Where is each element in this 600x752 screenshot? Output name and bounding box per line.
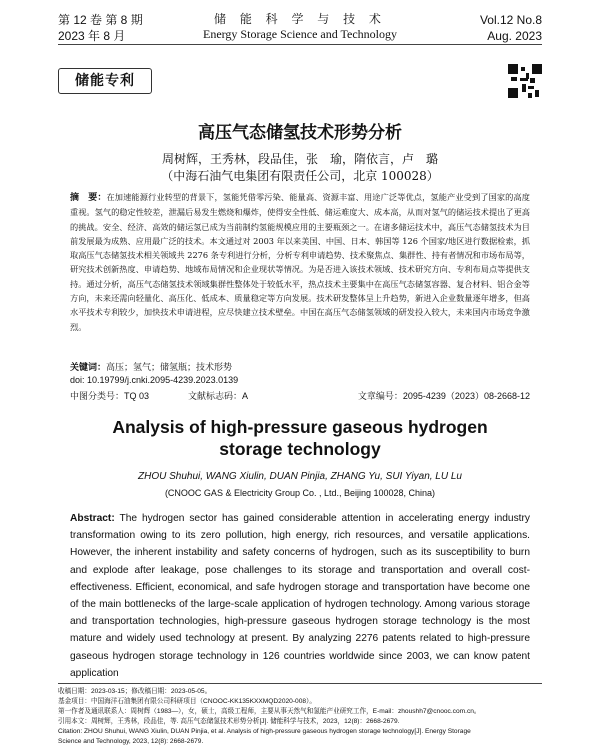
clc-number: 中图分类号：TQ 03: [70, 391, 150, 401]
qr-code-icon: [508, 64, 542, 98]
abstract-en-label: Abstract:: [70, 513, 115, 524]
footnote-received: 收稿日期：2023-03-15；修改稿日期：2023-05-05。: [58, 688, 212, 695]
keywords-cn-text: 高压；氢气；储氢瓶；技术形势: [106, 363, 233, 373]
keywords-cn-label: 关键词：: [70, 363, 107, 373]
date-en: Aug. 2023: [487, 29, 542, 43]
title-en: [0, 416, 600, 460]
abstract-en: [70, 510, 530, 682]
affiliation-en: (CNOOC GAS & Electricity Group Co. , Ltd., Beijing 100028, China): [164, 488, 436, 498]
volume-en-block: [480, 12, 542, 44]
footnote-funding: 基金项目：中国海洋石油集团有限公司科研项目（CNOOC-KK135KXXMQD2020-008）。: [58, 698, 316, 705]
abstract-cn-label: 摘 要：: [70, 193, 107, 203]
abstract-cn: [70, 190, 530, 334]
footnote-author: 第一作者及通讯联系人：周树辉（1983—），女，硕士，高级工程师，主要从事天然气和氢能产业研究工作，E-mail：zhoushh7@cnooc.com.cn。: [58, 708, 481, 715]
keywords-cn: [70, 362, 530, 375]
footnote-citation-en-cont: Science and Technology, 2023, 12(8): 2668-2679.: [58, 738, 204, 745]
volume-cn: 第 12 卷 第 8 期: [58, 13, 143, 27]
document-code: 文献标志码：A: [188, 391, 249, 401]
journal-name-block: [58, 12, 542, 42]
authors-cn: 周树辉，王秀林，段品佳，张 瑜，隋依言，卢 璐: [161, 152, 438, 166]
affiliation-cn: （中海石油气电集团有限责任公司，北京 100028）: [161, 169, 439, 183]
section-badge: 储能专利: [58, 68, 152, 94]
footnote-citation-en: Citation: ZHOU Shuhui, WANG Xiulin, DUAN Pinjia, et al. Analysis of high-pressure gaseous hydrogen storage technology[J]. Energy Storage: [58, 728, 471, 735]
footnote-citation-cn: 引用本文：周树辉，王秀林，段品佳，等. 高压气态储氢技术形势分析[J]. 储能科学与技术，2023，12(8)：2668-2679.: [58, 718, 400, 725]
date-cn: 2023 年 8 月: [58, 29, 126, 43]
abstract-en-text: The hydrogen sector has gained considerable attention in accelerating energy industry transformation owing to its zero pollution, high energy, rich resources, and versatile applications. However, the inherent instability and safety concerns of hydrogen, such as its susceptibility to burn and explode after leakage, pose challenges to its storage and transportation and overall cost-effectiveness. Efficient, economical, and safe hydrogen storage and transportation have become one of the main bottlenecks of the large-scale application of hydrogen technology. Among various storage and transportation technologies, high-pressure gaseous hydrogen storage technology is the most mature and widely used technology at present. By analyzing 2276 patents related to high-pressure gaseous hydrogen storage technology in 126 countries worldwide since 2003, we can know patent application: [70, 513, 530, 679]
abstract-cn-text: 在加速能源行业转型的背景下，氢能凭借零污染、能量高、资源丰富、用途广泛等优点，氢能产业受到了国家的高度重视。氢气的稳定性较差，泄漏后易发生燃烧和爆炸，使得安全性低、储运难度大、成本高，从而对氢气的储运技术提出了更高的挑战。安全、经济、高效的储运氢已成为当前制约氢能规模应用的主要瓶颈之一。在诸多储运技术中，高压气态储氢技术为目前发展最为成熟、应用最广泛的技术。本文通过对 2003 年以来美国、中国、日本、韩国等 126 个国家/地区进行数据检索，抓取高压气态储氢技术相关领域共 2276 条专利进行分析，分析专利申请趋势、技术聚焦点、集群性、持有者情况和市场布局等，研究技术创新热度、申请趋势、地域布局情况和企业现状等情况。为是否进入该技术领域、技术研究方向、专利布局点等提供支持。通过分析，高压气态储氢技术领域集群性整体处于较低水平，热点技术主要集中在高压气态储氢容器、复合材料、铝合金等方向，未来还需向轻量化、高压化、低成本、质量稳定等方向发展。技术研发整体呈上升趋势，新进入企业数量逐年增多，但高水平技术专利较少，加快技术申请进程，应尽快建立技术壁垒。中国在高压气态储氢领域的研发投入较大，未来国内市场竞争激烈。: [70, 192, 530, 332]
volume-en: Vol.12 No.8: [479, 13, 542, 27]
authors-en: ZHOU Shuhui, WANG Xiulin, DUAN Pinjia, ZHANG Yu, SUI Yiyan, LU Lu: [137, 471, 462, 482]
title-cn: 高压气态储氢技术形势分析: [198, 123, 402, 143]
journal-cn: 储 能 科 学 与 技 术: [214, 12, 386, 26]
article-number: 文章编号：2095-4239（2023）08-2668-12: [357, 391, 530, 401]
footnotes: [58, 683, 542, 747]
page-header: [58, 10, 542, 45]
doi[interactable]: doi: 10.19799/j.cnki.2095-4239.2023.0139: [70, 375, 239, 385]
title-en-text: Analysis of high-pressure gaseous hydrogen storage technology: [112, 417, 488, 459]
journal-en: Energy Storage Science and Technology: [203, 27, 397, 41]
